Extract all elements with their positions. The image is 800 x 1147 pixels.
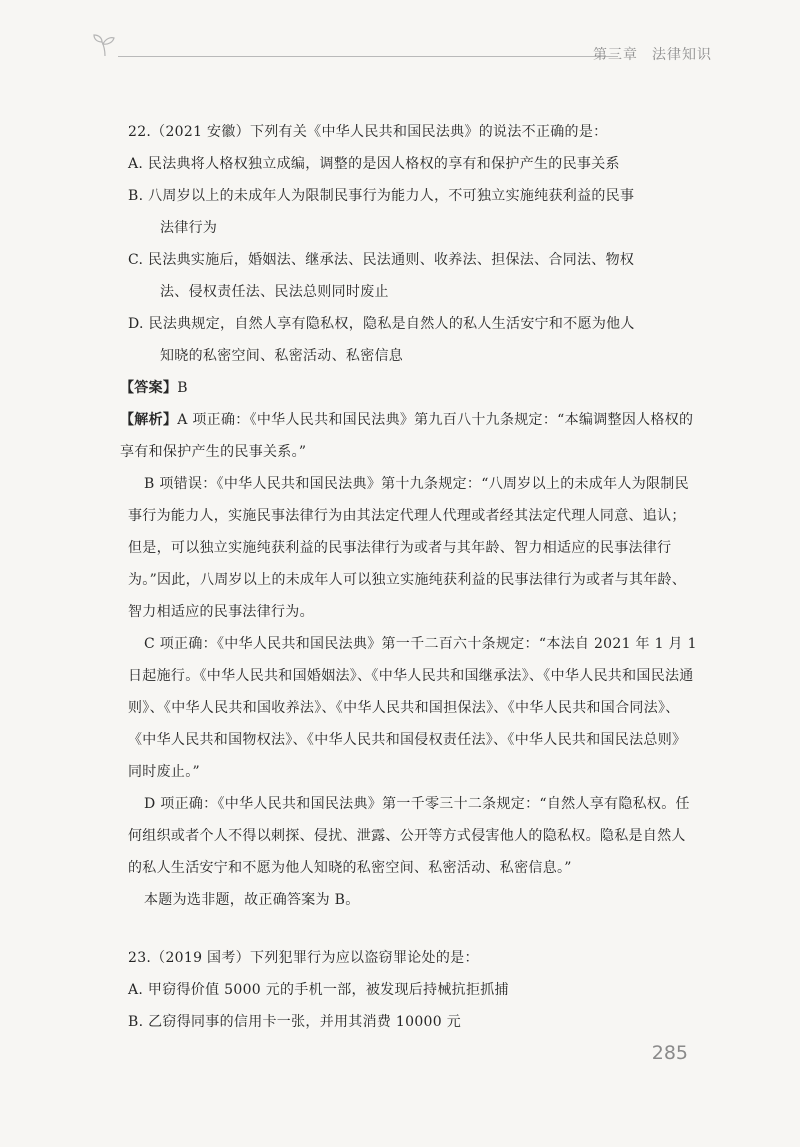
option-d: [128, 308, 698, 372]
question-22-title: 22.（2021 安徽）下列有关《中华人民共和国民法典》的说法不正确的是：: [128, 124, 608, 140]
option-c-line2: 法、侵权责任法、民法总则同时废止: [160, 284, 389, 300]
answer-label: 【答案】: [120, 380, 178, 396]
page-content: [120, 116, 698, 1038]
q23-option-a: A. 甲窃得价值 5000 元的手机一部，被发现后持械抗拒抓捕: [128, 982, 509, 998]
analysis-label: 【解析】: [120, 412, 178, 428]
option-d-line1: D. 民法典规定，自然人享有隐私权，隐私是自然人的私人生活安宁和不愿为他人: [128, 316, 635, 332]
option-b: [128, 180, 698, 244]
option-c-line1: C. 民法典实施后，婚姻法、继承法、民法通则、收养法、担保法、合同法、物权: [128, 252, 635, 268]
chapter-title: 法律知识: [652, 47, 712, 63]
analysis-d: D 项正确：《中华人民共和国民法典》第一千零三十二条规定：“自然人享有隐私权。任何组织或者个人不得以刺探、侵扰、泄露、公开等方式侵害他人的隐私权。隐私是自然人的私人生活安宁和不愿为他人知晓的私密空间、私密活动、私密信息。”: [128, 796, 690, 876]
q23-option-b: B. 乙窃得同事的信用卡一张，并用其消费 10000 元: [128, 1014, 462, 1030]
answer-value: B: [177, 380, 188, 396]
analysis-c: C 项正确：《中华人民共和国民法典》第一千二百六十条规定：“本法自 2021 年 1 月 1 日起施行。《中华人民共和国婚姻法》、《中华人民共和国继承法》、《中华人民共和国民法通则》、《中华人民共和国收养法》、《中华人民共和国担保法》、《中华人民共和国合同法》、《中华人民共和国物权法》、《中华人民共和国侵权责任法》、《中华人民共和国民法总则》同时废止。”: [128, 636, 697, 780]
question-23-title: 23.（2019 国考）下列犯罪行为应以盗窃罪论处的是：: [128, 950, 479, 966]
analysis-conclusion: 本题为选非题，故正确答案为 B。: [144, 892, 360, 908]
page-header: [92, 30, 712, 70]
option-a-line1: A. 民法典将人格权独立成编，调整的是因人格权的享有和保护产生的民事关系: [128, 156, 620, 172]
answer-line: [120, 372, 698, 404]
analysis-b: B 项错误：《中华人民共和国民法典》第十九条规定：“八周岁以上的未成年人为限制民事行为能力人，实施民事法律行为由其法定代理人代理或者经其法定代理人同意、追认；但是，可以独立实施纯获利益的民事法律行为或者与其年龄、智力相适应的民事法律行为。”因此，八周岁以上的未成年人可以独立实施纯获利益的民事法律行为或者与其年龄、智力相适应的民事法律行为。: [128, 476, 689, 620]
page-number: 285: [651, 1042, 688, 1064]
chapter-number: 第三章: [593, 47, 638, 63]
question-spacer: [128, 916, 698, 942]
analysis-a: [120, 404, 698, 468]
chapter-heading: [593, 44, 712, 64]
option-c: [128, 244, 698, 308]
option-b-line2: 法律行为: [160, 220, 218, 236]
option-b-line1: B. 八周岁以上的未成年人为限制民事行为能力人，不可独立实施纯获利益的民事: [128, 188, 635, 204]
header-rule: [118, 56, 618, 57]
option-a: [128, 148, 698, 180]
option-d-line2: 知晓的私密空间、私密活动、私密信息: [160, 348, 404, 364]
analysis-a-text: A 项正确：《中华人民共和国民法典》第九百八十九条规定：“本编调整因人格权的享有和保护产生的民事关系。”: [120, 412, 694, 460]
